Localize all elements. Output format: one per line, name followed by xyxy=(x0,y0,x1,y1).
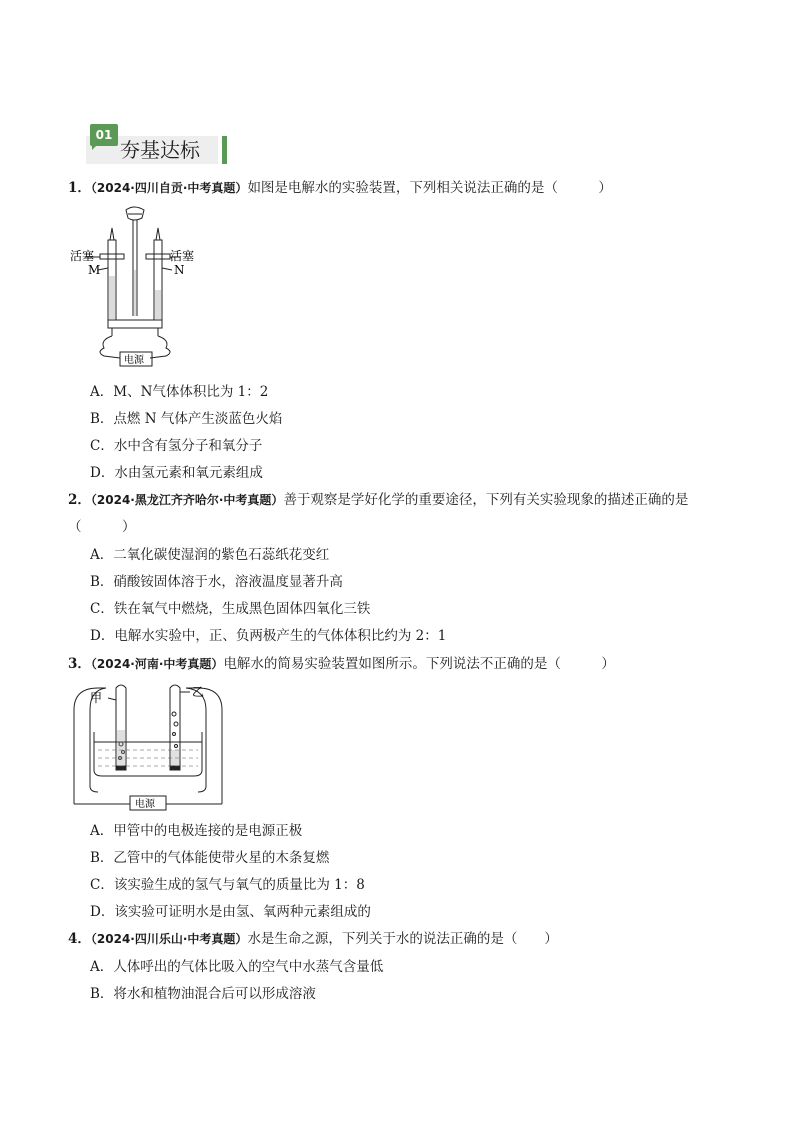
question-number: 4． xyxy=(68,931,91,947)
q4-option-b: B．将水和植物油混合后可以形成溶液 xyxy=(90,986,316,1002)
figure-3-simple-electrolysis-apparatus xyxy=(68,680,228,812)
q1-option-d: D．水由氢元素和氧元素组成 xyxy=(90,465,263,481)
question-source: （2024·四川乐山·中考真题） xyxy=(90,932,248,946)
power-source-label: 电源 xyxy=(124,355,144,366)
question-number: 2． xyxy=(68,492,91,508)
q2-option-b: B．硝酸铵固体溶于水，溶液温度显著升高 xyxy=(90,574,343,590)
question-source: （2024·河南·中考真题） xyxy=(90,657,224,671)
right-stopper-label: 活塞 xyxy=(170,249,195,263)
question-source: （2024·黑龙江齐齐哈尔·中考真题） xyxy=(90,493,284,507)
q2-option-c: C．铁在氧气中燃烧，生成黑色固体四氧化三铁 xyxy=(90,601,371,617)
question-3-stem xyxy=(68,655,615,673)
badge-tail-decoration xyxy=(92,144,98,150)
figure-1-electrolysis-apparatus xyxy=(70,200,210,372)
question-source: （2024·四川自贡·中考真题） xyxy=(90,181,248,195)
q4-option-a: A．人体呼出的气体比吸入的空气中水蒸气含量低 xyxy=(90,959,384,975)
question-number: 3． xyxy=(68,656,91,672)
q1-option-b: B．点燃 N 气体产生淡蓝色火焰 xyxy=(90,411,283,427)
tube-jia-label: 甲 xyxy=(90,691,103,705)
q3-option-a: A．甲管中的电极连接的是电源正极 xyxy=(90,823,303,839)
question-1-stem xyxy=(68,179,612,197)
question-2-answer-blank: （ ） xyxy=(68,519,136,535)
q3-option-c: C．该实验生成的氢气与氧气的质量比为 1：8 xyxy=(90,877,365,893)
power-source-label: 电源 xyxy=(135,799,155,810)
tube-yi-label: 乙 xyxy=(192,685,205,699)
question-number: 1． xyxy=(68,180,91,196)
question-2-stem xyxy=(68,491,688,509)
left-stopper-label: 活塞 xyxy=(70,249,95,263)
question-text: 如图是电解水的实验装置，下列相关说法正确的是（ ） xyxy=(247,180,612,196)
q1-option-a: A．M、N气体体积比为 1：2 xyxy=(90,384,269,400)
tube-n-label: N xyxy=(174,263,185,277)
section-header xyxy=(86,124,232,166)
q1-option-c: C．水中含有氢分子和氧分子 xyxy=(90,438,263,454)
question-text: 电解水的简易实验装置如图所示。下列说法不正确的是（ ） xyxy=(223,656,615,672)
q2-option-d: D．电解水实验中，正、负两极产生的气体体积比约为 2：1 xyxy=(90,628,447,644)
question-4-stem xyxy=(68,930,558,948)
question-text: 善于观察是学好化学的重要途径，下列有关实验现象的描述正确的是 xyxy=(283,492,689,508)
section-title: 夯基达标 xyxy=(120,138,200,162)
question-text: 水是生命之源，下列关于水的说法正确的是（ ） xyxy=(247,931,558,947)
section-accent-bar xyxy=(222,136,227,164)
section-number-badge: 01 xyxy=(90,124,118,146)
q3-option-d: D．该实验可证明水是由氢、氧两种元素组成的 xyxy=(90,904,371,920)
tube-m-label: M xyxy=(88,263,101,277)
q2-option-a: A．二氧化碳使湿润的紫色石蕊纸花变红 xyxy=(90,547,330,563)
q3-option-b: B．乙管中的气体能使带火星的木条复燃 xyxy=(90,850,330,866)
